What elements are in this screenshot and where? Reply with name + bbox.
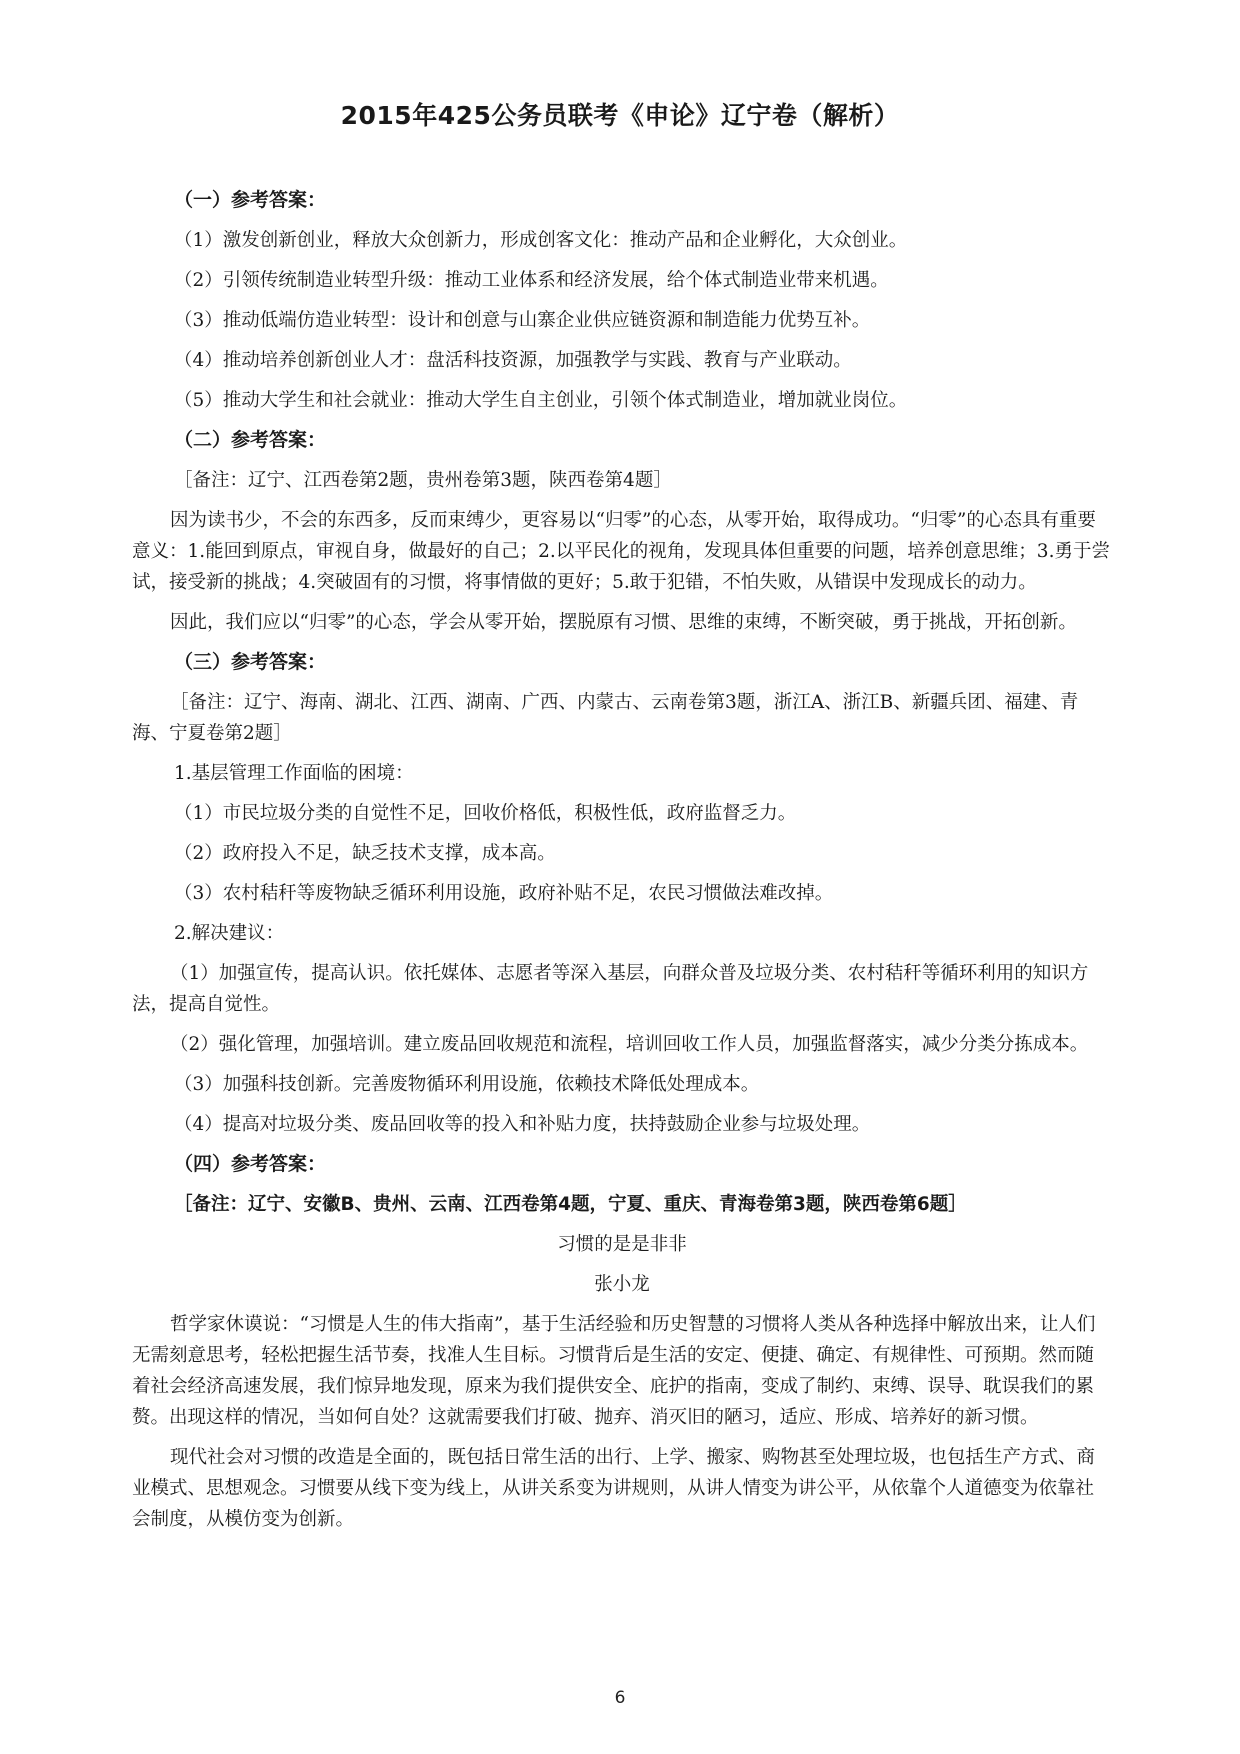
section-3-item: （1）加强宣传，提高认识。依托媒体、志愿者等深入基层，向群众普及垃圾分类、农村秸秆等循环利用的知识方法，提高自觉性。 bbox=[132, 963, 1089, 1015]
section-4-heading: （四）参考答案： bbox=[174, 1153, 327, 1175]
section-3-item: （2）强化管理，加强培训。建立废品回收规范和流程，培训回收工作人员，加强监督落实，减少分类分拣成本。 bbox=[170, 1034, 1089, 1055]
section-3-subtitle: 1.基层管理工作面临的困境： bbox=[174, 763, 414, 784]
essay-author: 张小龙 bbox=[594, 1274, 650, 1295]
section-1-item: （1）激发创新创业，释放大众创新力，形成创客文化：推动产品和企业孵化，大众创业。 bbox=[174, 230, 908, 251]
section-2-heading: （二）参考答案： bbox=[174, 429, 327, 451]
page-number: 6 bbox=[614, 1688, 626, 1708]
section-1-item: （2）引领传统制造业转型升级：推动工业体系和经济发展，给个体式制造业带来机遇。 bbox=[174, 270, 889, 291]
section-2-paragraph: 因此，我们应以“归零”的心态，学会从零开始，摆脱原有习惯、思维的束缚，不断突破，勇于挑战，开拓创新。 bbox=[170, 612, 1077, 633]
section-3-item: （3）加强科技创新。完善废物循环利用设施，依赖技术降低处理成本。 bbox=[174, 1074, 760, 1095]
document-title: 2015年425公务员联考《申论》辽宁卷（解析） bbox=[340, 101, 900, 130]
section-1-item: （5）推动大学生和社会就业：推动大学生自主创业，引领个体式制造业，增加就业岗位。 bbox=[174, 390, 908, 411]
section-3-item: （1）市民垃圾分类的自觉性不足，回收价格低，积极性低，政府监督乏力。 bbox=[174, 803, 797, 824]
section-3-item: （4）提高对垃圾分类、废品回收等的投入和补贴力度，扶持鼓励企业参与垃圾处理。 bbox=[174, 1114, 871, 1135]
section-3-heading: （三）参考答案： bbox=[174, 651, 327, 673]
document-body bbox=[132, 180, 1112, 1544]
section-2-paragraph: 因为读书少，不会的东西多，反而束缚少，更容易以“归零”的心态，从零开始，取得成功。“归零”的心态具有重要意义：1.能回到原点，审视自身，做最好的自己；2.以平民化的视角，发现具体但重要的问题，培养创意思维；3.勇于尝试，接受新的挑战；4.突破固有的习惯，将事情做的更好；5.敢于犯错，不怕失败，从错误中发现成长的动力。 bbox=[132, 510, 1110, 593]
section-3-note: ［备注：辽宁、海南、湖北、江西、湖南、广西、内蒙古、云南卷第3题，浙江A、浙江B、新疆兵团、福建、青海、宁夏卷第2题］ bbox=[132, 692, 1079, 744]
section-3-subtitle: 2.解决建议： bbox=[174, 923, 285, 944]
section-3-item: （3）农村秸秆等废物缺乏循环利用设施，政府补贴不足，农民习惯做法难改掉。 bbox=[174, 883, 834, 904]
section-2-note: ［备注：辽宁、江西卷第2题，贵州卷第3题，陕西卷第4题］ bbox=[174, 470, 672, 491]
section-1-item: （4）推动培养创新创业人才：盘活科技资源，加强教学与实践、教育与产业联动。 bbox=[174, 350, 852, 371]
section-1-item: （3）推动低端仿造业转型：设计和创意与山寨企业供应链资源和制造能力优势互补。 bbox=[174, 310, 871, 331]
essay-paragraph: 哲学家休谟说：“习惯是人生的伟大指南”，基于生活经验和历史智慧的习惯将人类从各种选择中解放出来，让人们无需刻意思考，轻松把握生活节奏，找准人生目标。习惯背后是生活的安定、便捷、确定、有规律性、可预期。然而随着社会经济高速发展，我们惊异地发现，原来为我们提供安全、庇护的指南，变成了制约、束缚、误导、耽误我们的累赘。出现这样的情况，当如何自处？这就需要我们打破、抛弃、消灭旧的陋习，适应、形成、培养好的新习惯。 bbox=[132, 1314, 1096, 1428]
section-1-heading: （一）参考答案： bbox=[174, 189, 327, 211]
section-4-note: ［备注：辽宁、安徽B、贵州、云南、江西卷第4题，宁夏、重庆、青海卷第3题，陕西卷第6题］ bbox=[174, 1194, 967, 1215]
essay-title: 习惯的是是非非 bbox=[557, 1234, 687, 1255]
section-3-item: （2）政府投入不足，缺乏技术支撑，成本高。 bbox=[174, 843, 556, 864]
essay-paragraph: 现代社会对习惯的改造是全面的，既包括日常生活的出行、上学、搬家、购物甚至处理垃圾，也包括生产方式、商业模式、思想观念。习惯要从线下变为线上，从讲关系变为讲规则，从讲人情变为讲公平，从依靠个人道德变为依靠社会制度，从模仿变为创新。 bbox=[132, 1447, 1096, 1530]
